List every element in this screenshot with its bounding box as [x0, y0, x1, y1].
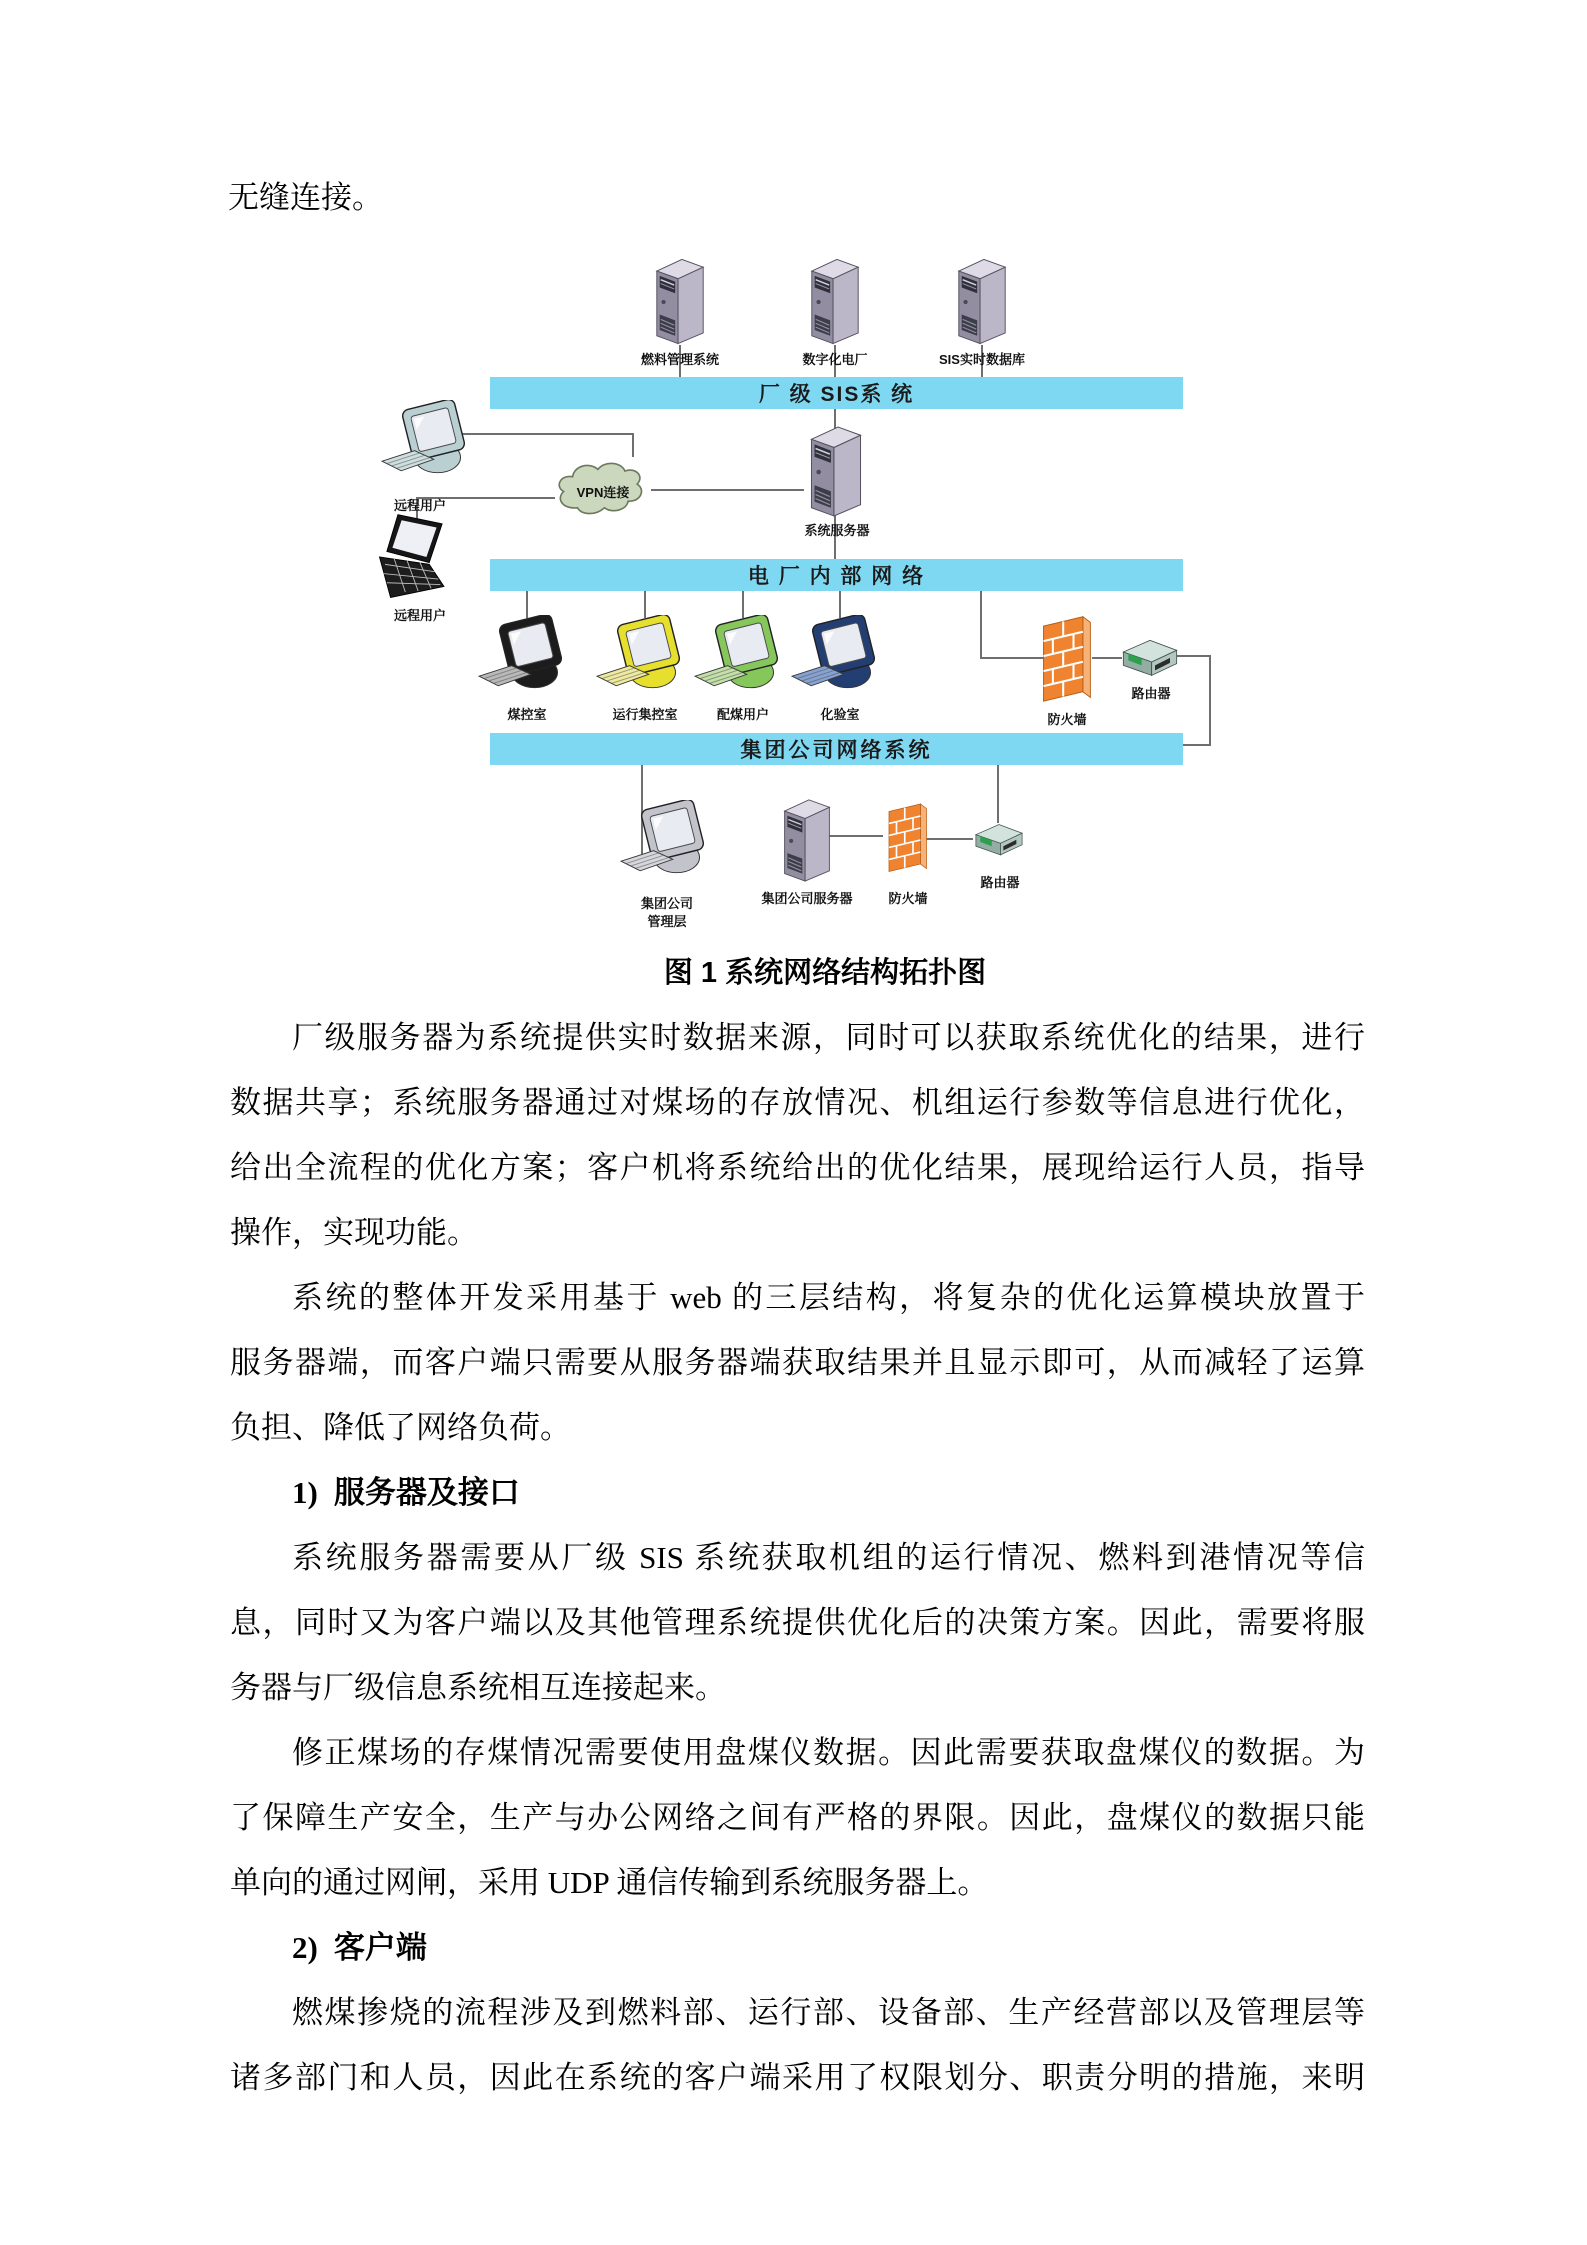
network-topology-diagram [370, 248, 1220, 948]
remote-user-laptop-icon [380, 515, 444, 598]
paragraph-line: 厂级服务器为系统提供实时数据来源，同时可以获取系统优化的结果，进行 [292, 1020, 1365, 1055]
laboratory-pc-icon [792, 613, 876, 688]
sis-database-server-label: SIS实时数据库 [939, 352, 1025, 367]
paragraph-line: 燃煤掺烧的流程涉及到燃料部、运行部、设备部、生产经营部以及管理层等 [292, 1995, 1365, 2030]
plant-router-icon [1123, 640, 1176, 675]
coal-control-room-label: 煤控室 [507, 707, 547, 722]
paragraph-line: 数据共享；系统服务器通过对煤场的存放情况、机组运行参数等信息进行优化， [230, 1085, 1365, 1120]
group-firewall-label: 防火墙 [888, 891, 928, 906]
paragraph-line: 修正煤场的存煤情况需要使用盘煤仪数据。因此需要获取盘煤仪的数据。为 [292, 1735, 1365, 1770]
operation-control-room-pc-icon [597, 613, 681, 688]
plant-internal-network-bus-bar: 电 厂 内 部 网 络 [490, 559, 1183, 591]
paragraph-line: 单向的通过网闸，采用 UDP 通信传输到系统服务器上。 [230, 1865, 989, 1900]
paragraph-line: 了保障生产安全，生产与办公网络之间有严格的界限。因此，盘煤仪的数据只能 [230, 1800, 1365, 1835]
group-management-label-line1: 集团公司 [640, 896, 694, 911]
group-router-icon [976, 825, 1022, 855]
group-network-bus-bar: 集团公司网络系统 [490, 733, 1183, 765]
group-server-icon [785, 800, 830, 881]
section-heading-number: 2) [292, 1930, 318, 1965]
group-firewall-icon [889, 804, 927, 872]
group-server-label: 集团公司服务器 [761, 891, 853, 906]
plant-firewall-icon [1044, 617, 1091, 701]
vpn-cloud-label: VPN连接 [576, 485, 630, 500]
section-heading-label: 服务器及接口 [333, 1475, 520, 1510]
coal-blending-user-label: 配煤用户 [716, 707, 770, 722]
connector-lines [417, 345, 1210, 856]
paragraph-line: 息，同时又为客户端以及其他管理系统提供优化后的决策方案。因此，需要将服 [230, 1605, 1365, 1640]
laboratory-label: 化验室 [820, 707, 860, 722]
system-server-icon [811, 427, 860, 516]
coal-control-room-pc-icon [479, 613, 563, 688]
paragraph-line: 系统服务器需要从厂级 SIS 系统获取机组的运行情况、燃料到港情况等信 [292, 1540, 1365, 1575]
operation-control-room-label: 运行集控室 [612, 707, 678, 722]
paragraph-line: 系统的整体开发采用基于 web 的三层结构，将复杂的优化运算模块放置于 [292, 1280, 1365, 1315]
intro-text: 无缝连接。 [228, 180, 383, 215]
plant-sis-bus-bar: 厂 级 SIS系 统 [490, 377, 1183, 409]
paragraph-line: 负担、降低了网络负荷。 [230, 1410, 571, 1445]
section-heading-servers [230, 1460, 1365, 1525]
body-text [230, 1005, 1365, 2110]
diagram-artwork [370, 248, 1220, 948]
remote-user-laptop-label: 远程用户 [393, 608, 447, 623]
paragraph-line: 务器与厂级信息系统相互连接起来。 [230, 1670, 726, 1705]
sis-database-server-icon [959, 259, 1005, 343]
paragraph-line: 诸多部门和人员，因此在系统的客户端采用了权限划分、职责分明的措施，来明 [230, 2060, 1365, 2095]
fuel-management-server-icon [657, 259, 703, 343]
section-heading-label: 客户端 [333, 1930, 427, 1965]
paragraph-line: 操作，实现功能。 [230, 1215, 478, 1250]
group-management-label-line2: 管理层 [647, 914, 687, 929]
remote-user-desktop-icon [382, 398, 466, 473]
section-heading-client [230, 1915, 1365, 1980]
plant-firewall-label: 防火墙 [1047, 712, 1087, 727]
digital-plant-server-icon [812, 259, 858, 343]
system-server-label: 系统服务器 [804, 523, 870, 538]
plant-router-label: 路由器 [1131, 686, 1171, 701]
section-heading-number: 1) [292, 1475, 318, 1510]
group-router-label: 路由器 [980, 875, 1020, 890]
digital-plant-server-label: 数字化电厂 [802, 352, 868, 367]
remote-user-desktop-label: 远程用户 [393, 498, 447, 513]
fuel-management-server-label: 燃料管理系统 [640, 352, 720, 367]
paragraph-line: 给出全流程的优化方案；客户机将系统给出的优化结果，展现给运行人员，指导 [230, 1150, 1365, 1185]
figure-caption: 图 1 系统网络结构拓扑图 [663, 957, 987, 989]
coal-blending-user-pc-icon [695, 613, 779, 688]
paragraph-line: 服务器端，而客户端只需要从服务器端获取结果并且显示即可，从而减轻了运算 [230, 1345, 1365, 1380]
group-management-pc-icon [621, 798, 705, 873]
